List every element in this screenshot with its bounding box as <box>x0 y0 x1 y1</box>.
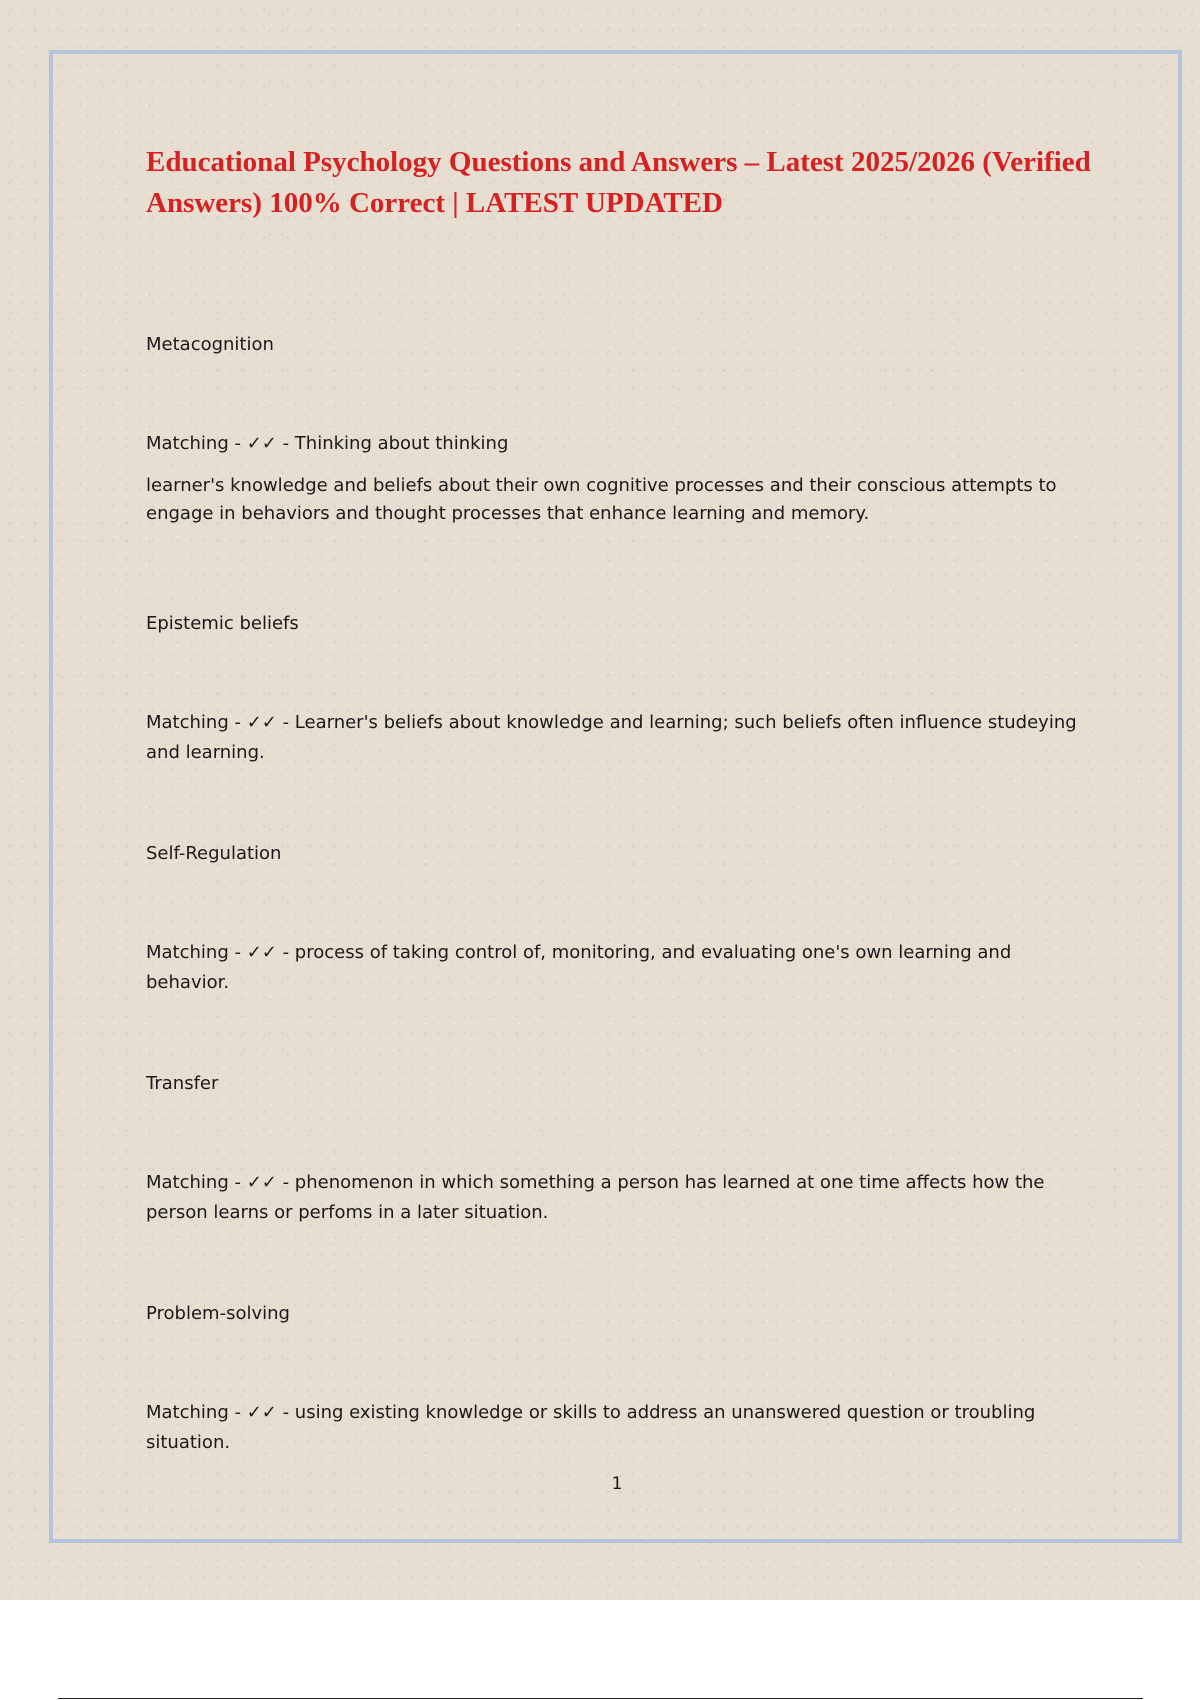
term-epistemic-beliefs: Epistemic beliefs <box>146 613 299 634</box>
page-number: 1 <box>611 1474 623 1494</box>
answer-transfer: Matching - ✓✓ - phenomenon in which something a person has learned at one time affects how the person learns or perfoms in a later situation. <box>146 1172 1045 1223</box>
term-transfer: Transfer <box>146 1073 219 1094</box>
answer-epistemic-beliefs: Matching - ✓✓ - Learner's beliefs about knowledge and learning; such beliefs often influence studeying and learning. <box>146 712 1077 763</box>
term-self-regulation: Self-Regulation <box>146 843 282 864</box>
definition-metacognition: learner's knowledge and beliefs about their own cognitive processes and their conscious attempts to engage in behaviors and thought processes that enhance learning and memory. <box>146 475 1057 524</box>
qa-list <box>146 330 1096 1529</box>
document-title: Educational Psychology Questions and Answers – Latest 2025/2026 (Verified Answers) 100% Correct | LATEST UPDATED <box>146 146 1091 219</box>
answer-problem-solving: Matching - ✓✓ - using existing knowledge or skills to address an unanswered question or troubling situation. <box>146 1402 1036 1453</box>
answer-self-regulation: Matching - ✓✓ - process of taking control of, monitoring, and evaluating one's own learning and behavior. <box>146 942 1012 993</box>
term-metacognition: Metacognition <box>146 334 274 355</box>
term-problem-solving: Problem-solving <box>146 1303 290 1324</box>
answer-metacognition: Matching - ✓✓ - Thinking about thinking <box>146 433 509 454</box>
footer-divider <box>58 1698 1143 1699</box>
